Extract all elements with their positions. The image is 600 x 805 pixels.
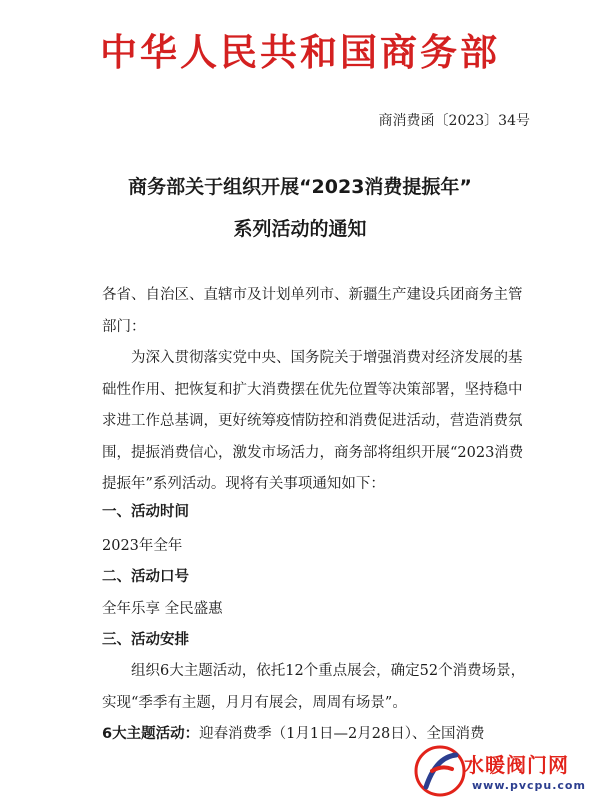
section-themes-line	[102, 723, 542, 745]
section-arrange-heading: 三、活动安排	[102, 632, 189, 648]
themes-text: 迎春消费季（1月1日—2月28日）、全国消费	[199, 726, 485, 742]
watermark-title: 水暖阀门网	[464, 753, 569, 777]
notice-title-line-2: 系列活动的通知	[233, 218, 367, 240]
recipients: 各省、自治区、直辖市及计划单列市、新疆生产建设兵团商务主管部门：	[102, 287, 523, 335]
issuer-header: 中华人民共和国商务部	[100, 31, 500, 74]
watermark-url: www.pvcpu.com	[472, 779, 586, 792]
section-time-value: 2023年全年	[102, 538, 183, 554]
section-time-heading: 一、活动时间	[102, 504, 189, 520]
section-arrange-text: 组织6大主题活动，依托12个重点展会，确定52个消费场景，实现“季季有主题，月月有展会，周周有场景”。	[102, 663, 526, 711]
notice-title-line-1: 商务部关于组织开展“2023消费提振年”	[128, 176, 472, 198]
intro-paragraph: 为深入贯彻落实党中央、国务院关于增强消费对经济发展的基础性作用、把恢复和扩大消费摆在优先位置等决策部署，坚持稳中求进工作总基调，更好统筹疫情防控和消费促进活动，营造消费氛围，提振消费信心，激发市场活力，商务部将组织开展“2023消费提振年”系列活动。现将有关事项通知如下：	[102, 350, 524, 492]
site-watermark	[412, 743, 592, 801]
section-slogan-value: 全年乐享 全民盛惠	[102, 601, 223, 617]
watermark-logo-icon	[412, 743, 468, 799]
document-number: 商消费函〔2023〕34号	[378, 113, 530, 129]
section-slogan-heading: 二、活动口号	[102, 569, 189, 585]
themes-label: 6大主题活动：	[102, 726, 200, 742]
